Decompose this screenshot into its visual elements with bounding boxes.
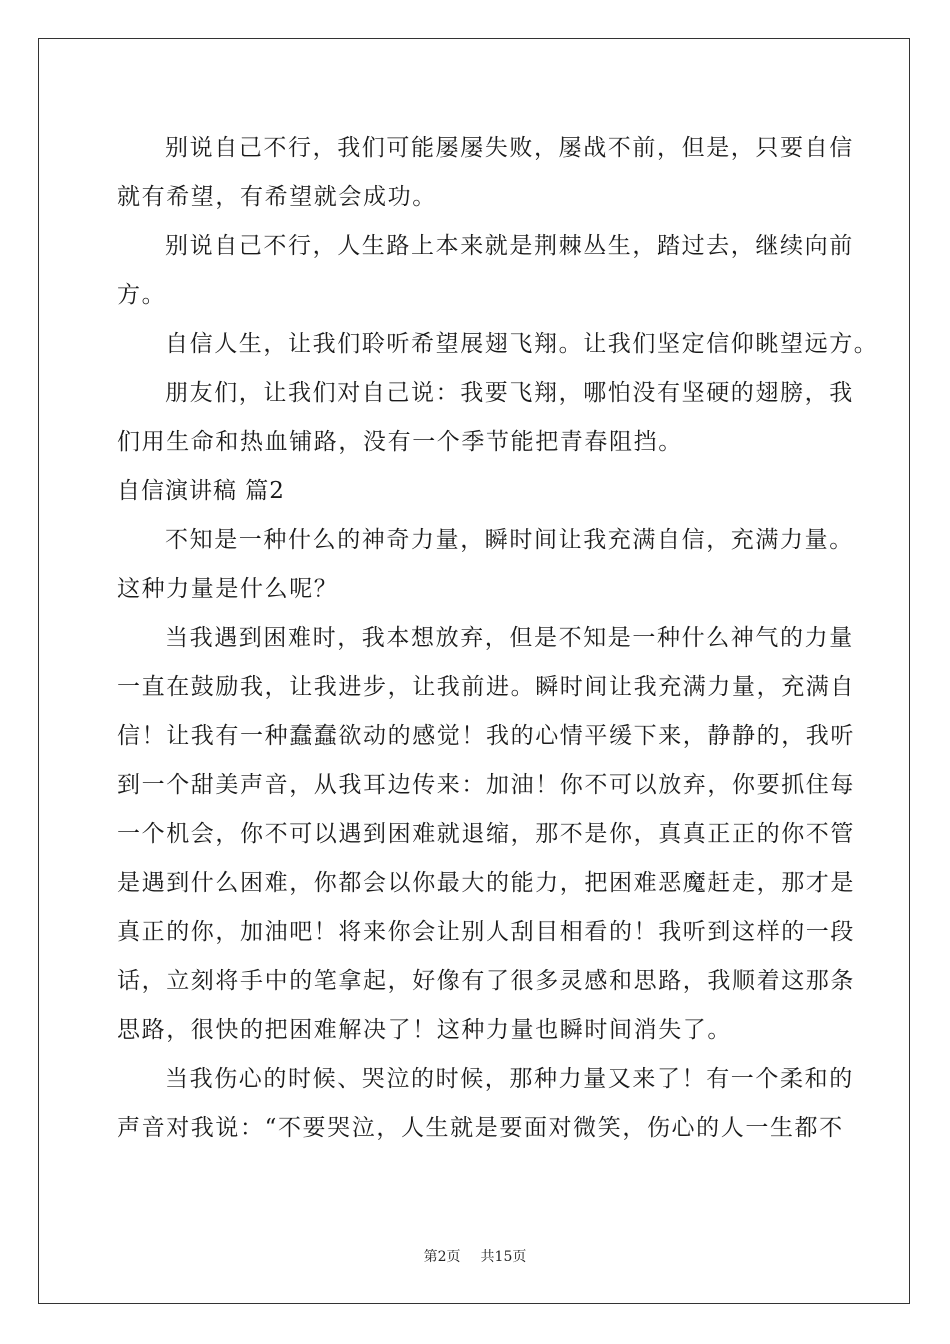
text-line: 这种力量是什么呢？ [117, 576, 339, 602]
page-number: 第2页 [423, 1249, 461, 1265]
text-line: 当我伤心的时候、哭泣的时候，那种力量又来了！有一个柔和的 [165, 1066, 854, 1092]
text-line: 真正的你，加油吧！将来你会让别人刮目相看的！我听到这样的一段 [117, 919, 855, 945]
text-line: 信！让我有一种蠢蠢欲动的感觉！我的心情平缓下来，静静的，我听 [117, 723, 855, 749]
text-line: 朋友们，让我们对自己说：我要飞翔，哪怕没有坚硬的翅膀，我 [165, 380, 854, 406]
text-line: 自信人生，让我们聆听希望展翅飞翔。让我们坚定信仰眺望远方。 [165, 331, 879, 357]
text-line: 们用生命和热血铺路，没有一个季节能把青春阻挡。 [117, 429, 683, 455]
text-line: 当我遇到困难时，我本想放弃，但是不知是一种什么神气的力量 [165, 625, 854, 651]
text-line: 别说自己不行，人生路上本来就是荆棘丛生，踏过去，继续向前 [165, 233, 854, 259]
page-footer [0, 1246, 950, 1266]
text-line: 别说自己不行，我们可能屡屡失败，屡战不前，但是，只要自信 [165, 135, 854, 161]
section-heading: 自信演讲稿 篇2 [117, 478, 285, 504]
text-line: 方。 [117, 282, 167, 308]
text-line: 思路，很快的把困难解决了！这种力量也瞬时间消失了。 [117, 1017, 732, 1043]
text-line: 不知是一种什么的神奇力量，瞬时间让我充满自信，充满力量。 [165, 527, 854, 553]
page-total: 共15页 [480, 1249, 527, 1265]
text-line: 是遇到什么困难，你都会以你最大的能力，把困难恶魔赶走，那才是 [117, 870, 855, 896]
text-line: 声音对我说：“不要哭泣，人生就是要面对微笑，伤心的人一生都不 [117, 1115, 844, 1141]
text-line: 话，立刻将手中的笔拿起，好像有了很多灵感和思路，我顺着这那条 [117, 968, 855, 994]
text-line: 就有希望，有希望就会成功。 [117, 184, 437, 210]
text-line: 一直在鼓励我，让我进步，让我前进。瞬时间让我充满力量，充满自 [117, 674, 855, 700]
document-body [117, 124, 879, 1153]
text-line: 到一个甜美声音，从我耳边传来：加油！你不可以放弃，你要抓住每 [117, 772, 855, 798]
text-line: 一个机会，你不可以遇到困难就退缩，那不是你，真真正正的你不管 [117, 821, 855, 847]
